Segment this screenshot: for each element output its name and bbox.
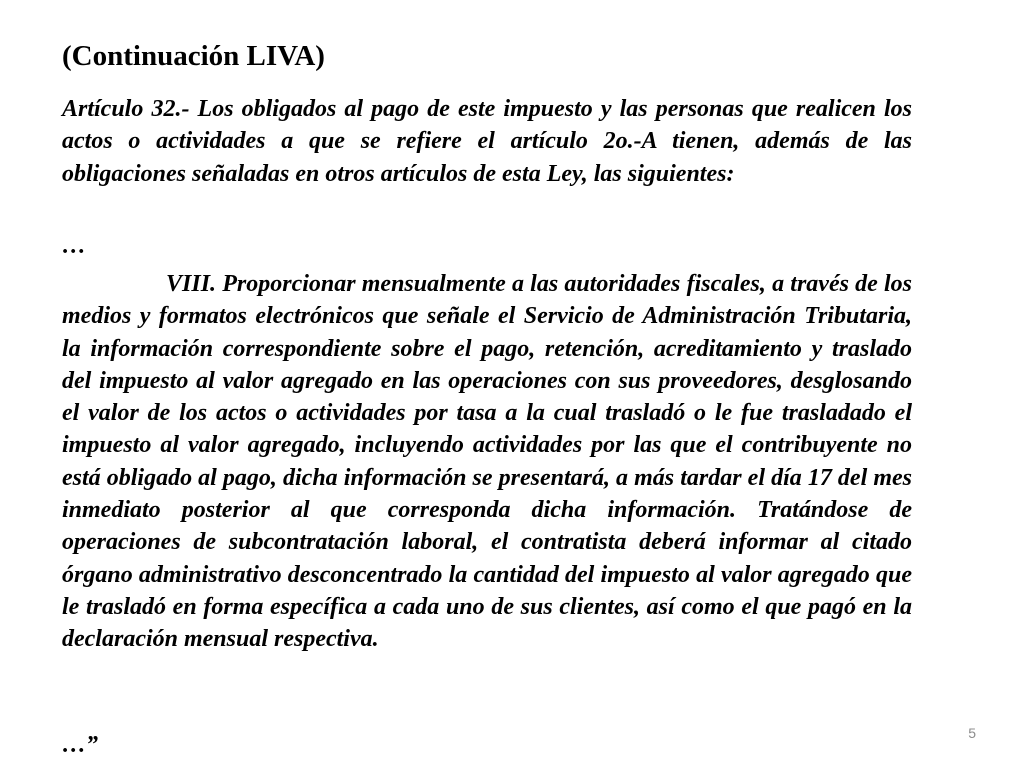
article-intro-paragraph: Artículo 32.- Los obligados al pago de este impuesto y las personas que realicen los actos o actividades a que se refiere el artículo 2o.-A tienen, además de las obligaciones señaladas en otros artículos de esta Ley, las siguientes: (62, 96, 912, 187)
ellipsis-end: …” (62, 732, 98, 758)
slide-title: (Continuación LIVA) (62, 40, 325, 72)
ellipsis-start: … (62, 233, 86, 259)
fraction-viii-paragraph: VIII. Proporcionar mensualmente a las autoridades fiscales, a través de los medios y formatos electrónicos que señale el Servicio de Administración Tributaria, la información correspondiente sobre el pago, retención, acreditamiento y traslado del impuesto al valor agregado en las operaciones con sus proveedores, desglosando el valor de los actos o actividades por tasa a la cual trasladó o le fue trasladado el impuesto al valor agregado, incluyendo actividades por las que el contribuyente no está obligado al pago, dicha información se presentará, a más tardar el día 17 del mes inmediato posterior al que corresponda dicha información. Tratándose de operaciones de subcontratación laboral, el contratista deberá informar al citado órgano administrativo desconcentrado la cantidad del impuesto al valor agregado que le trasladó en forma específica a cada uno de sus clientes, así como el que pagó en la declaración mensual respectiva. (62, 271, 912, 653)
page-number: 5 (968, 725, 976, 741)
